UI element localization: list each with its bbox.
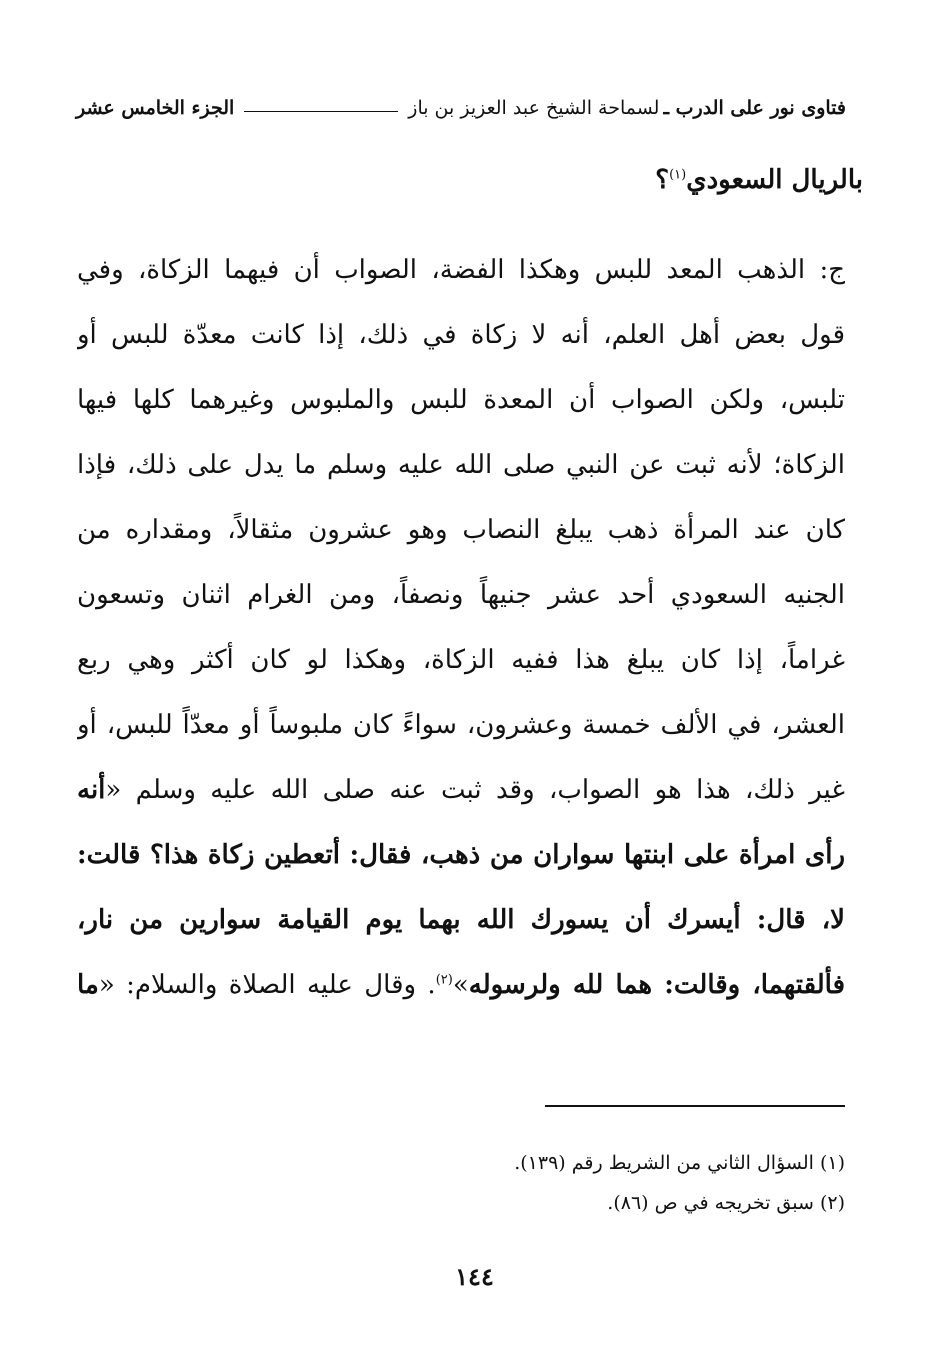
footnote-ref-2: (٢) bbox=[435, 972, 453, 988]
hadith-start: أنه bbox=[77, 775, 106, 805]
volume-part: الجزء الخامس عشر bbox=[76, 97, 235, 119]
author-name: لسماحة الشيخ عبد العزيز بن باز bbox=[408, 97, 660, 119]
hadith-end: فألقتهما، وقالت: هما لله ولرسوله bbox=[468, 970, 845, 1000]
footnotes bbox=[77, 1143, 845, 1223]
body-line: العشر، في الألف خمسة وعشرون، سواءً كان ملبوساً أو معدّاً للبس، أو bbox=[77, 710, 845, 740]
hadith-line: رأى امرأة على ابنتها سواران من ذهب، فقال: أتعطين زكاة هذا؟ قالت: bbox=[77, 840, 845, 870]
answer-body bbox=[77, 238, 845, 1018]
line-9-text: غير ذلك، هذا هو الصواب، وقد ثبت عنه صلى الله عليه وسلم « bbox=[105, 775, 845, 805]
body-line: قول بعض أهل العلم، أنه لا زكاة في ذلك، إذا كانت معدّة للبس أو bbox=[77, 320, 845, 350]
footnote-2: (٢) سبق تخريجه في ص (٨٦). bbox=[607, 1192, 845, 1214]
hadith-line: لا، قال: أيسرك أن يسورك الله بهما يوم القيامة سوارين من نار، bbox=[77, 905, 845, 935]
body-line: الزكاة؛ لأنه ثبت عن النبي صلى الله عليه وسلم ما يدل على ذلك، فإذا bbox=[77, 450, 845, 480]
footnote-ref-1: (١) bbox=[669, 167, 687, 183]
body-line: الجنيه السعودي أحد عشر جنيهاً ونصفاً، ومن الغرام اثنان وتسعون bbox=[77, 580, 845, 610]
page-number: ١٤٤ bbox=[455, 1262, 494, 1291]
book-title: فتاوى نور على الدرب ـ bbox=[663, 97, 846, 119]
body-line: تلبس، ولكن الصواب أن المعدة للبس والملبوس وغيرهما كلها فيها bbox=[77, 385, 845, 415]
running-header bbox=[76, 96, 846, 120]
question-tail bbox=[655, 160, 863, 200]
question-text: بالريال السعودي bbox=[686, 165, 863, 195]
hadith-2-start: ما bbox=[77, 970, 99, 1000]
body-line bbox=[77, 953, 845, 1018]
line-12-text: . وقال عليه الصلاة والسلام: « bbox=[98, 970, 436, 1000]
close-quote: » bbox=[452, 970, 469, 1000]
body-line: كان عند المرأة ذهب يبلغ النصاب وهو عشرون مثقالاً، ومقداره من bbox=[77, 515, 845, 545]
body-line: ج: الذهب المعد للبس وهكذا الفضة، الصواب أن فيهما الزكاة، وفي bbox=[77, 255, 845, 285]
header-rule bbox=[244, 111, 398, 112]
body-line: غراماً، إذا كان يبلغ هذا ففيه الزكاة، وهكذا لو كان أكثر وهي ربع bbox=[77, 645, 845, 675]
footnote-separator bbox=[545, 1105, 845, 1107]
body-line bbox=[77, 758, 845, 823]
footnote-1: (١) السؤال الثاني من الشريط رقم (١٣٩). bbox=[514, 1152, 845, 1174]
question-mark: ؟ bbox=[655, 165, 670, 195]
